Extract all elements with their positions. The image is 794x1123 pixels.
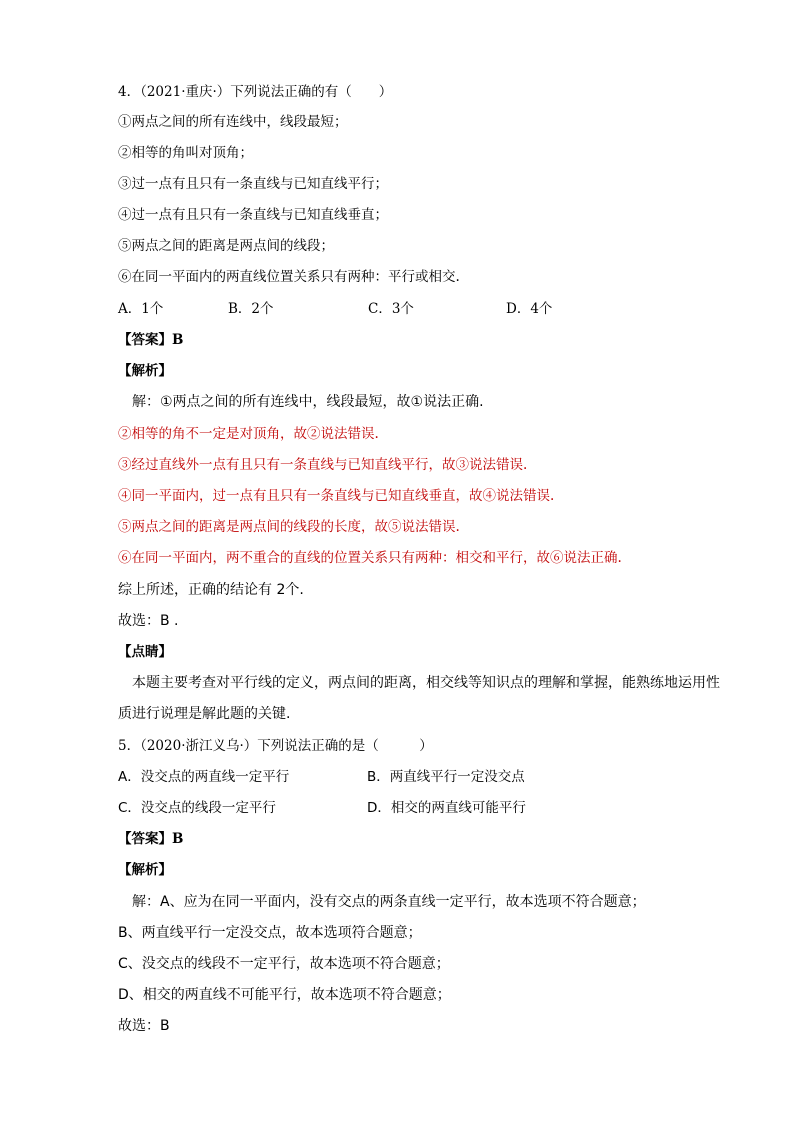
q4-statement-3: ③过一点有且只有一条直线与已知直线平行； bbox=[118, 176, 388, 192]
q5-option-c: C．没交点的线段一定平行 bbox=[118, 800, 276, 816]
q4-comment-label: 【点睛】 bbox=[118, 644, 172, 660]
q4-choice: 故选：B . bbox=[118, 613, 179, 629]
q5-analysis-line-4: D、相交的两直线不可能平行，故本选项不符合题意； bbox=[118, 987, 451, 1003]
q4-option-a: A．1个 bbox=[118, 301, 164, 317]
q4-comment-line-1: 本题主要考查对平行线的定义，两点间的距离，相交线等知识点的理解和掌握，能熟练地运用性 bbox=[132, 675, 720, 691]
q4-statement-4: ④过一点有且只有一条直线与已知直线垂直； bbox=[118, 207, 388, 223]
q4-stem: 4．（2021·重庆·）下列说法正确的有（ ） bbox=[118, 84, 393, 100]
q4-statement-6: ⑥在同一平面内的两直线位置关系只有两种：平行或相交. bbox=[118, 269, 460, 285]
q4-option-b: B．2个 bbox=[228, 301, 274, 317]
q4-statement-2: ②相等的角叫对顶角； bbox=[118, 145, 253, 161]
q4-statement-1: ①两点之间的所有连线中，线段最短； bbox=[118, 114, 348, 130]
q4-option-d: D．4个 bbox=[506, 301, 553, 317]
q5-answer: 【答案】B bbox=[118, 831, 184, 847]
q5-option-a: A．没交点的两直线一定平行 bbox=[118, 769, 290, 785]
q4-analysis-line-4: ④同一平面内，过一点有且只有一条直线与已知直线垂直，故④说法错误. bbox=[118, 488, 555, 504]
q4-analysis-line-3: ③经过直线外一点有且只有一条直线与已知直线平行，故③说法错误. bbox=[118, 457, 528, 473]
q5-analysis-line-2: B、两直线平行一定没交点，故本选项符合题意； bbox=[118, 925, 422, 941]
q5-option-d: D．相交的两直线可能平行 bbox=[367, 800, 526, 816]
q4-analysis-line-1: 解：①两点之间的所有连线中，线段最短，故①说法正确. bbox=[132, 394, 484, 410]
q5-analysis-label: 【解析】 bbox=[118, 862, 172, 878]
q4-answer: 【答案】B bbox=[118, 332, 184, 348]
q4-statement-5: ⑤两点之间的距离是两点间的线段； bbox=[118, 238, 334, 254]
q5-choice: 故选：B bbox=[118, 1018, 170, 1034]
q4-analysis-line-2: ②相等的角不一定是对顶角，故②说法错误. bbox=[118, 426, 379, 442]
q4-analysis-line-6: ⑥在同一平面内，两不重合的直线的位置关系只有两种：相交和平行，故⑥说法正确. bbox=[118, 550, 622, 566]
q4-analysis-line-5: ⑤两点之间的距离是两点间的线段的长度，故⑤说法错误. bbox=[118, 519, 460, 535]
q5-stem: 5．（2020·浙江义乌·）下列说法正确的是（ ） bbox=[118, 738, 433, 754]
q4-comment-line-2: 质进行说理是解此题的关键. bbox=[118, 706, 291, 722]
q5-analysis-line-3: C、没交点的线段不一定平行，故本选项不符合题意； bbox=[118, 956, 450, 972]
q4-option-c: C．3个 bbox=[368, 301, 414, 317]
q4-summary: 综上所述，正确的结论有 2个. bbox=[118, 582, 304, 598]
q4-analysis-label: 【解析】 bbox=[118, 363, 172, 379]
q5-analysis-line-1: 解：A、应为在同一平面内，没有交点的两条直线一定平行，故本选项不符合题意； bbox=[132, 894, 646, 910]
q5-option-b: B．两直线平行一定没交点 bbox=[367, 769, 525, 785]
